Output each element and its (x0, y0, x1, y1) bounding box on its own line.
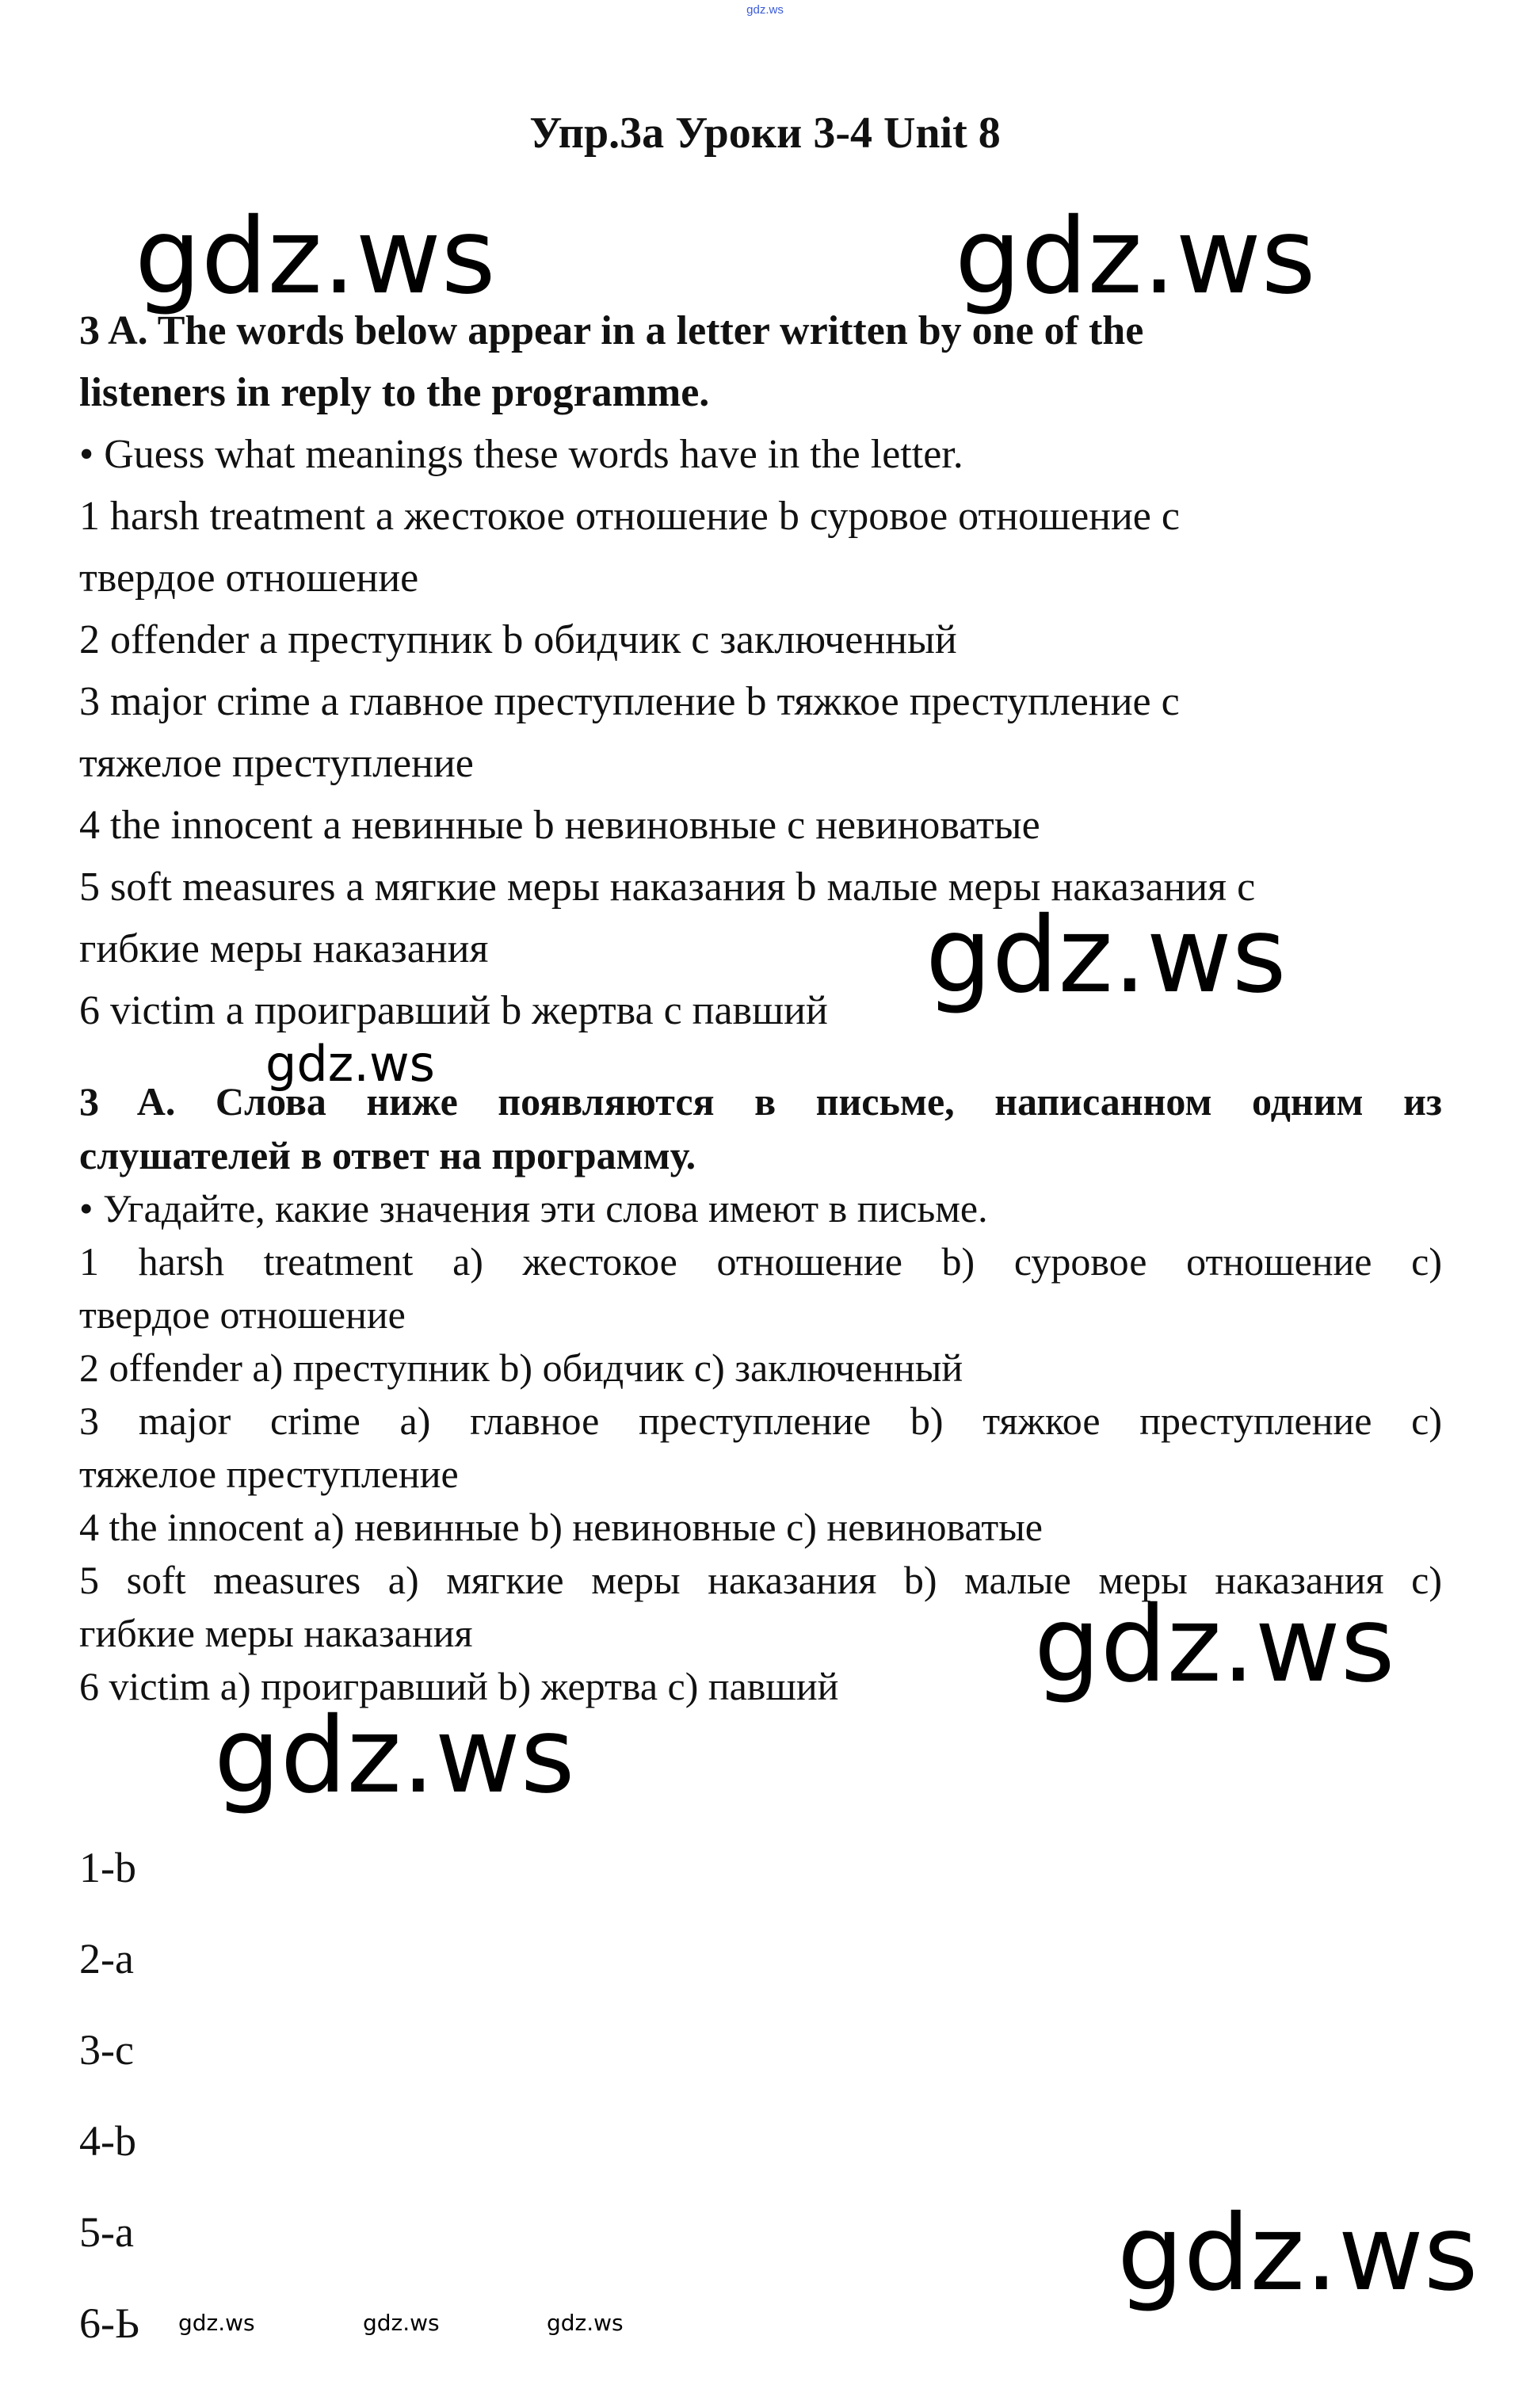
russian-heading-line-2: слушателей в ответ на программу. (79, 1133, 696, 1177)
russian-item-line: 6 victim a) проигравший b) жертва c) павший (79, 1664, 839, 1708)
answer-item: 1-b (79, 1844, 136, 1891)
russian-item-line: 3 major crime a) главное преступление b) тяжкое преступление c) (79, 1399, 1442, 1443)
watermark: gdz.ws (135, 196, 496, 318)
english-instruction: • Guess what meanings these words have in the letter. (79, 432, 963, 477)
russian-item-line: тяжелое преступление (79, 1452, 459, 1496)
english-item-line: 3 major crime a главное преступление b тяжкое преступление c (79, 679, 1180, 724)
russian-item-line: гибкие меры наказания (79, 1611, 473, 1655)
english-item-line: 5 soft measures a мягкие меры наказания b малые меры наказания c (79, 864, 1256, 910)
russian-item-line: 2 offender a) преступник b) обидчик c) заключенный (79, 1345, 963, 1390)
english-item-line: 6 victim a проигравший b жертва c павший (79, 988, 828, 1033)
english-item-line: 2 offender a преступник b обидчик c заключенный (79, 617, 957, 662)
english-item-line: тяжелое преступление (79, 741, 474, 786)
answer-item: 2-a (79, 1935, 134, 1982)
english-item-line: твердое отношение (79, 555, 419, 601)
russian-heading-line-1: 3 A. Слова ниже появляются в письме, написанном одним из (79, 1079, 1442, 1124)
english-item-line: гибкие меры наказания (79, 926, 489, 971)
watermark: gdz.ws (265, 1035, 435, 1093)
answer-item: 5-a (79, 2208, 134, 2256)
watermark: gdz.ws (955, 196, 1316, 318)
watermark: gdz.ws (178, 2310, 255, 2336)
answer-item: 3-c (79, 2026, 134, 2074)
russian-item-line: 4 the innocent a) невинные b) невиновные c) невиноватые (79, 1505, 1043, 1549)
watermark: gdz.ws (925, 895, 1287, 1017)
english-item-line: 4 the innocent a невинные b невиновные c невиноватые (79, 803, 1040, 848)
watermark: gdz.ws (214, 1695, 575, 1817)
english-heading-line-2: listeners in reply to the programme. (79, 370, 710, 415)
page-title: Упр.3а Уроки 3-4 Unit 8 (529, 109, 1001, 158)
english-heading-line-1: 3 A. The words below appear in a letter written by one of the (79, 308, 1144, 353)
english-item-line: 1 harsh treatment a жестокое отношение b суровое отношение c (79, 494, 1180, 539)
answer-item: 4-b (79, 2117, 136, 2165)
russian-item-line: твердое отношение (79, 1292, 406, 1337)
watermark: gdz.ws (1034, 1584, 1395, 1706)
answer-item: 6-Ь (79, 2299, 139, 2347)
top-watermark: gdz.ws (746, 3, 784, 17)
watermark: gdz.ws (363, 2310, 440, 2336)
russian-item-line: 5 soft measures a) мягкие меры наказания b) малые меры наказания c) (79, 1558, 1442, 1602)
russian-instruction: • Угадайте, какие значения эти слова имеют в письме. (79, 1186, 988, 1231)
watermark: gdz.ws (1117, 2192, 1478, 2315)
russian-item-line: 1 harsh treatment a) жестокое отношение b) суровое отношение c) (79, 1239, 1442, 1284)
watermark: gdz.ws (547, 2310, 624, 2336)
